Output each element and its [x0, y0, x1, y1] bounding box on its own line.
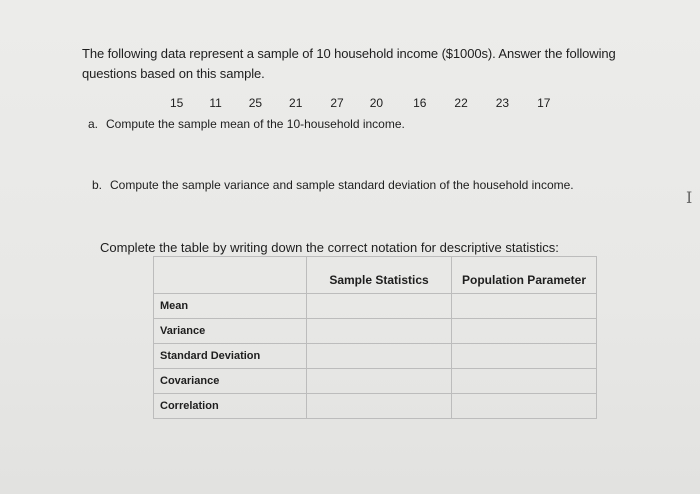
problem-statement	[82, 44, 642, 84]
row-label-covariance: Covariance	[154, 369, 307, 394]
question-a	[88, 117, 405, 131]
text-cursor-icon: I	[686, 188, 693, 207]
sample-cell-mean[interactable]	[307, 294, 452, 319]
table-row	[154, 344, 597, 369]
population-cell-covariance[interactable]	[452, 369, 597, 394]
data-value: 25	[248, 96, 263, 110]
data-value: 21	[289, 96, 303, 110]
header-population-parameter: Population Parameter	[452, 257, 597, 294]
data-value: 20	[369, 96, 384, 110]
intro-line-1: The following data represent a sample of 10 household income ($1000s). Answer the following	[82, 46, 616, 61]
population-cell-variance[interactable]	[452, 319, 597, 344]
question-a-prefix: a.	[88, 117, 99, 131]
row-label-correlation: Correlation	[154, 394, 307, 419]
notation-table	[153, 256, 597, 419]
question-b	[92, 178, 574, 192]
row-label-variance: Variance	[154, 319, 307, 344]
table-row	[154, 319, 597, 344]
row-label-standard-deviation: Standard Deviation	[154, 344, 307, 369]
data-value: 22	[454, 96, 468, 110]
table-row	[154, 294, 597, 319]
data-value: 27	[330, 96, 344, 110]
data-value: 23	[495, 96, 510, 110]
data-values-row	[170, 96, 550, 110]
data-value: 15	[170, 96, 184, 110]
table-row	[154, 394, 597, 419]
table-row	[154, 369, 597, 394]
sample-cell-variance[interactable]	[307, 319, 452, 344]
sample-cell-correlation[interactable]	[307, 394, 452, 419]
table-header-row	[154, 257, 597, 294]
data-value: 11	[209, 96, 222, 110]
row-label-mean: Mean	[154, 294, 307, 319]
question-b-prefix: b.	[92, 178, 103, 192]
population-cell-correlation[interactable]	[452, 394, 597, 419]
intro-line-2: questions based on this sample.	[82, 66, 265, 81]
data-value: 17	[537, 96, 551, 110]
question-b-text: Compute the sample variance and sample standard deviation of the household income.	[110, 178, 574, 192]
header-sample-statistics: Sample Statistics	[307, 257, 452, 294]
sample-cell-covariance[interactable]	[307, 369, 452, 394]
sample-cell-standard-deviation[interactable]	[307, 344, 452, 369]
header-blank	[154, 257, 307, 294]
population-cell-standard-deviation[interactable]	[452, 344, 597, 369]
table-instruction: Complete the table by writing down the correct notation for descriptive statistics:	[100, 240, 559, 255]
question-a-text: Compute the sample mean of the 10-household income.	[106, 117, 405, 131]
population-cell-mean[interactable]	[452, 294, 597, 319]
data-value: 16	[413, 96, 427, 110]
